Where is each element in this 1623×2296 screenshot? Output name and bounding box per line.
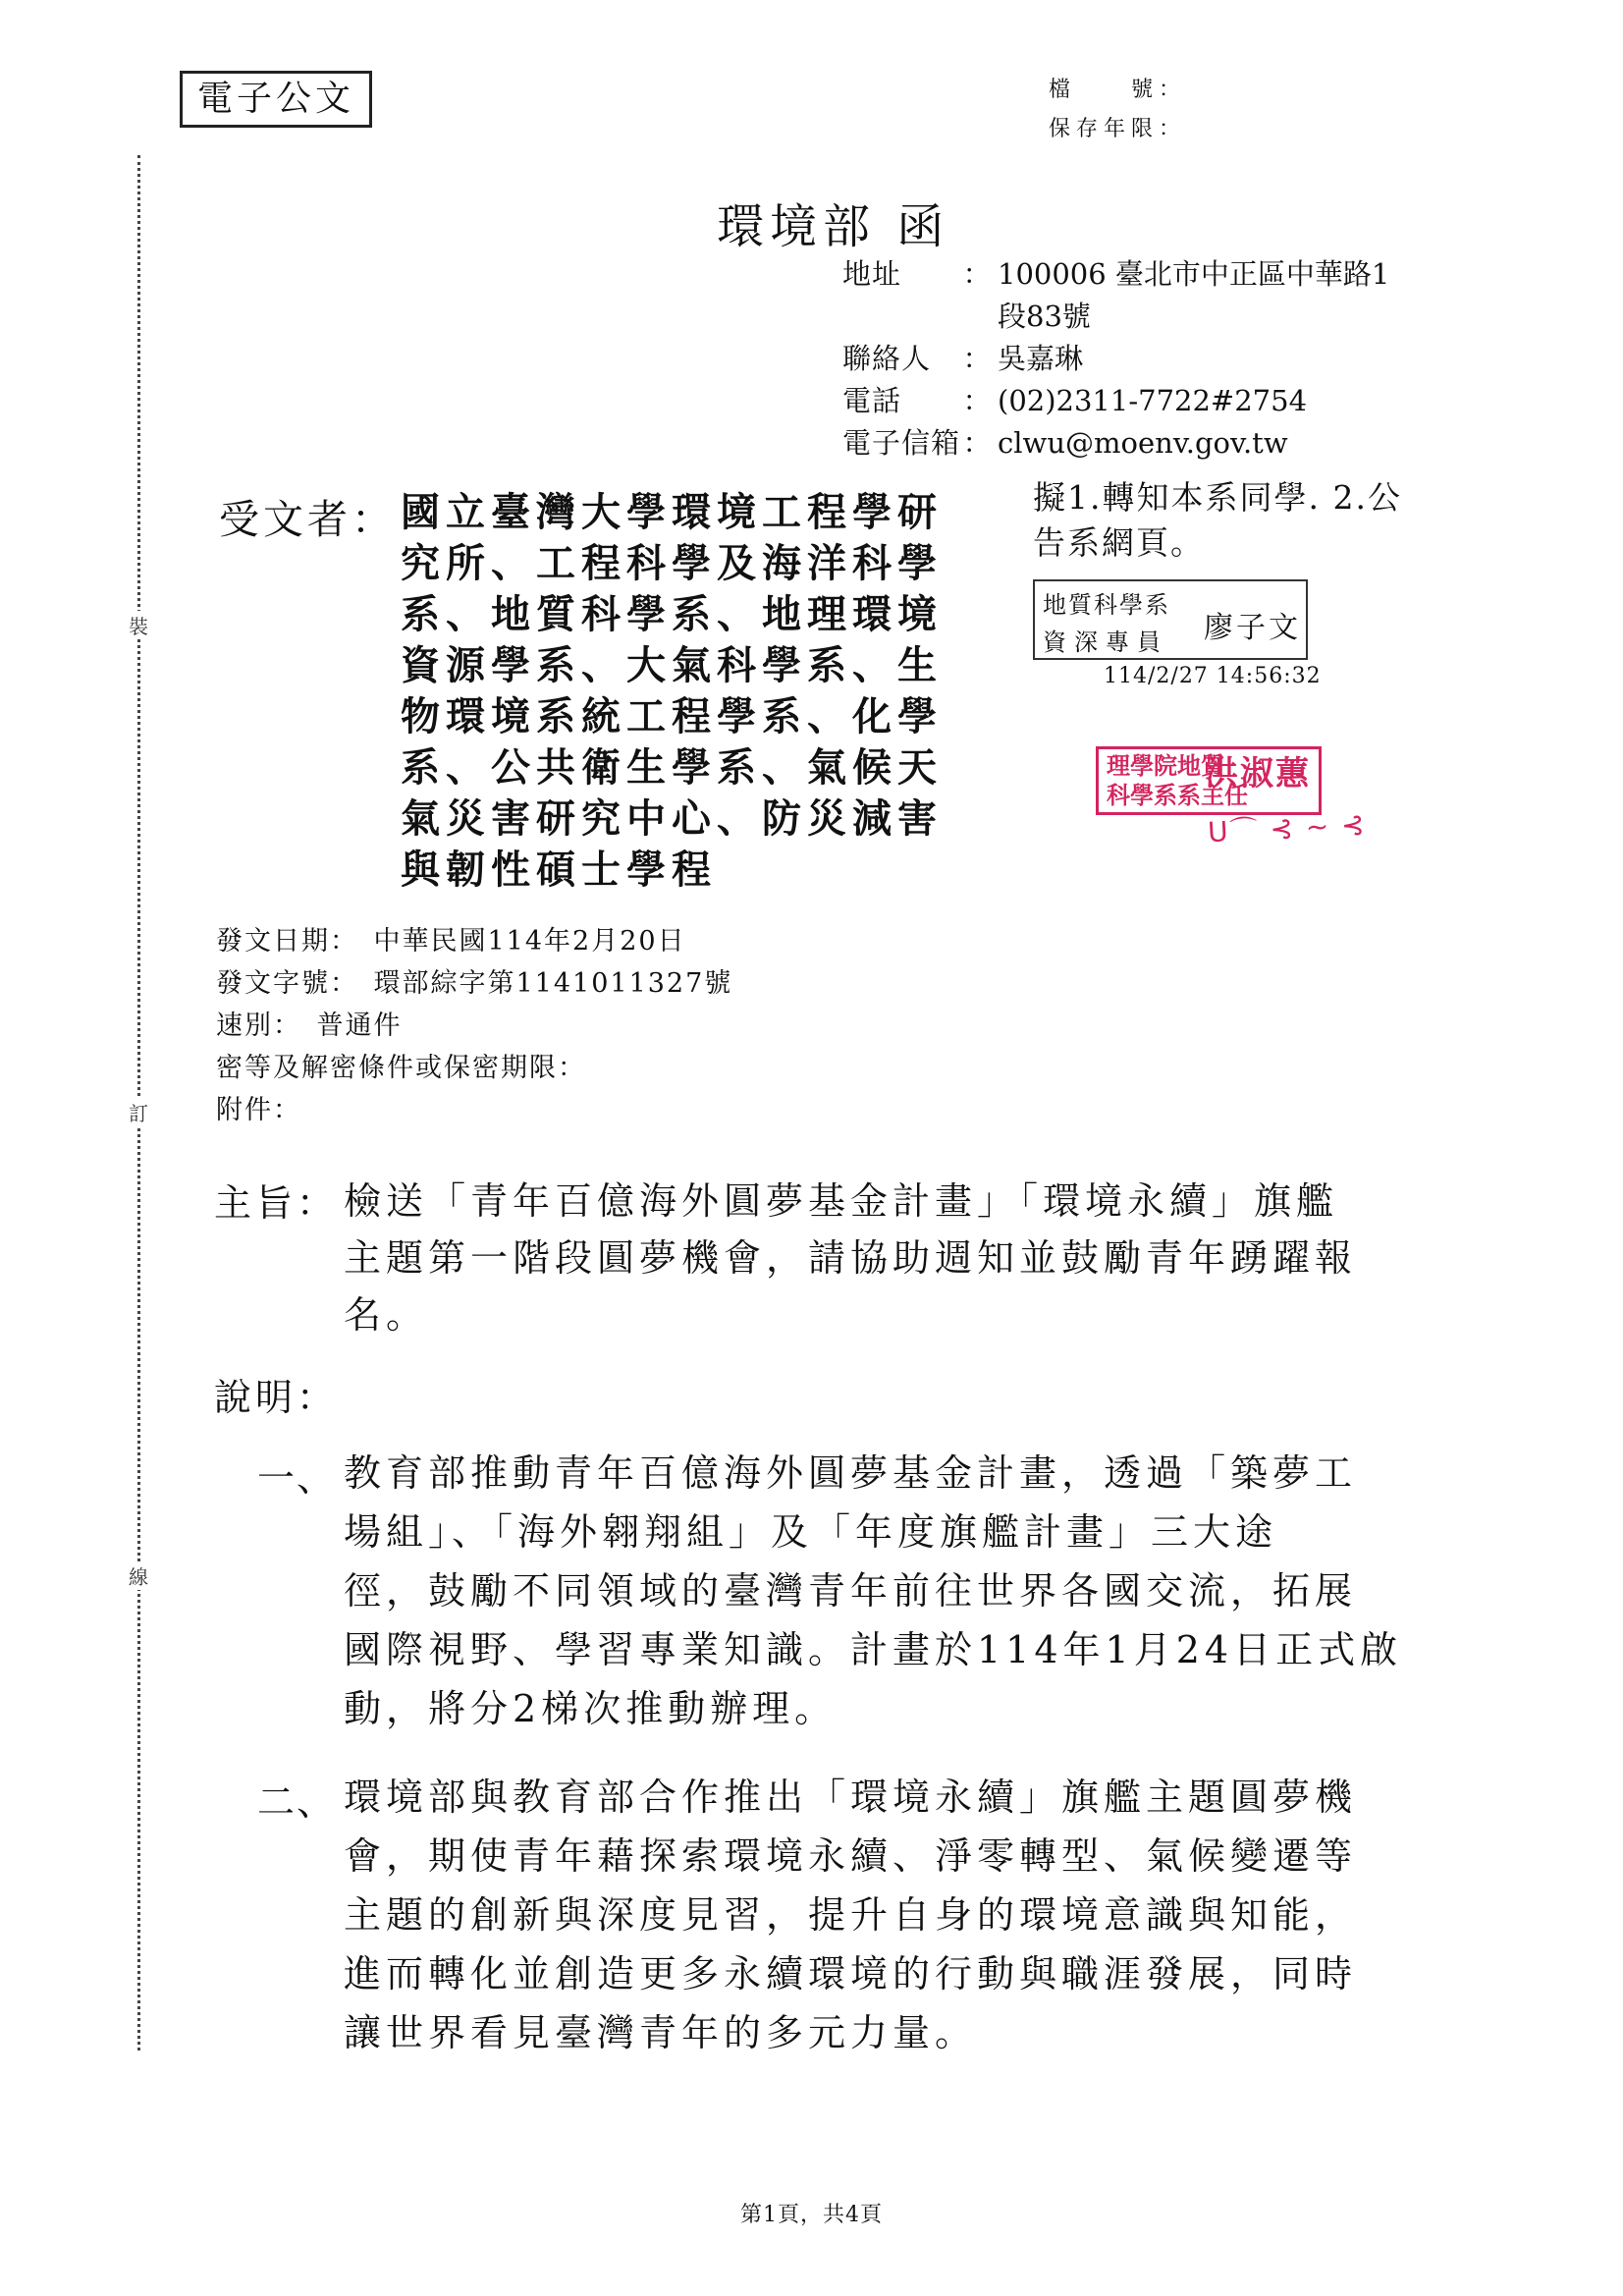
handling-note <box>1033 475 1465 566</box>
address-label: 地址 <box>842 257 902 291</box>
subject-label: 主旨： <box>214 1181 339 1225</box>
stamp-department: 地質科學系 <box>1043 591 1170 619</box>
contact-name: 吳嘉琳 <box>998 342 1084 375</box>
recipient-label: 受文者： <box>219 496 396 543</box>
item-line: 會，期使青年藉探索環境永續、淨零轉型、氣候變遷等 <box>344 1834 1358 1878</box>
binding-char-xian: 線 <box>126 1561 151 1590</box>
recipient-line: 與韌性碩士學程 <box>401 847 717 893</box>
stamp-name: 廖子文 <box>1204 611 1301 645</box>
recipient-line: 物環境系統工程學系、化學 <box>401 693 943 739</box>
address-line1: 100006 臺北市中正區中華路1 <box>998 257 1390 291</box>
stamp-timestamp: 114/2/27 14:56:32 <box>1104 664 1322 688</box>
email-row <box>842 422 1389 465</box>
speed-class: 速別： 普通件 <box>216 1011 403 1041</box>
separator: ： <box>962 426 992 460</box>
recipient-line: 系、地質科學系、地理環境 <box>401 591 943 637</box>
issue-date: 發文日期： 中華民國114年2月20日 <box>216 926 686 957</box>
seal-line2: 科學系系主任 <box>1107 781 1248 809</box>
confidentiality: 密等及解密條件或保密期限： <box>216 1053 586 1083</box>
handling-note-line: 告系網頁。 <box>1033 523 1205 562</box>
phone-value: (02)2311-7722#2754 <box>998 384 1308 417</box>
recipient-line: 資源學系、大氣科學系、生 <box>401 642 943 688</box>
phone-label: 電話 <box>842 384 902 417</box>
contact-row <box>842 338 1389 380</box>
explanation-item <box>344 1768 1443 2062</box>
item-number: 二、 <box>257 1780 337 1824</box>
file-meta <box>1049 71 1186 149</box>
recipient-list <box>401 487 950 896</box>
subject-line: 名。 <box>344 1293 429 1337</box>
separator: ： <box>962 384 992 417</box>
stamp-title: 資深專員 <box>1043 629 1168 656</box>
recipient-line: 氣災害研究中心、防災減害 <box>401 795 943 842</box>
subject-line: 檢送「青年百億海外圓夢基金計畫」「環境永續」旗艦 <box>344 1179 1339 1223</box>
item-line: 國際視野、學習專業知識。計畫於114年1月24日正式啟 <box>344 1628 1403 1671</box>
item-line: 動，將分2梯次推動辦理。 <box>344 1687 838 1730</box>
contact-block <box>842 253 1389 465</box>
attachments: 附件： <box>216 1095 301 1125</box>
document-title: 環境部 函 <box>717 199 950 254</box>
item-line: 教育部推動青年百億海外圓夢基金計畫，透過「築夢工 <box>344 1451 1358 1495</box>
item-line: 進而轉化並創造更多永續環境的行動與職涯發展，同時 <box>344 1952 1358 1995</box>
contact-label: 聯絡人 <box>842 342 932 375</box>
item-line: 環境部與教育部合作推出「環境永續」旗艦主題圓夢機 <box>344 1776 1358 1819</box>
separator: ： <box>962 342 992 375</box>
address-line2: 段83號 <box>998 300 1091 333</box>
recipient-line: 系、公共衛生學系、氣候天 <box>401 744 943 791</box>
address-row-2 <box>842 296 1389 338</box>
seal-name: 洪淑蕙 <box>1205 754 1311 793</box>
explanation-item <box>344 1444 1443 1738</box>
issue-number: 發文字號： 環部綜字第1141011327號 <box>216 968 733 999</box>
department-chair-seal <box>1096 746 1322 815</box>
recipient-line: 究所、工程科學及海洋科學 <box>401 540 943 586</box>
address-row <box>842 253 1389 296</box>
subject-text <box>344 1173 1443 1343</box>
item-line: 場組」、「海外翱翔組」及「年度旗艦計畫」三大途 <box>344 1510 1278 1554</box>
separator: ： <box>962 257 992 291</box>
item-line: 讓世界看見臺灣青年的多元力量。 <box>344 2011 978 2054</box>
recipient-line: 國立臺灣大學環境工程學研 <box>401 489 943 535</box>
binding-char-ding: 訂 <box>126 1098 151 1126</box>
officer-stamp <box>1033 579 1308 660</box>
handwritten-signature: ᑌ⌒ ⊰ ~ ⊰ <box>1207 807 1368 849</box>
retention-label: 保存年限： <box>1049 117 1187 141</box>
item-line: 徑，鼓勵不同領域的臺灣青年前往世界各國交流，拓展 <box>344 1569 1358 1613</box>
subject-line: 主題第一階段圓夢機會，請協助週知並鼓勵青年踴躍報 <box>344 1236 1358 1280</box>
phone-row <box>842 380 1389 422</box>
item-line: 主題的創新與深度見習，提升自身的環境意識與知能， <box>344 1893 1358 1937</box>
binding-char-zhuang: 裝 <box>126 611 151 639</box>
issue-meta <box>216 920 732 1131</box>
e-document-label: 電子公文 <box>180 71 372 128</box>
email-label: 電子信箱 <box>842 426 961 460</box>
seal-line1: 理學院地質 <box>1107 751 1224 780</box>
item-number: 一、 <box>257 1456 337 1500</box>
email-value[interactable]: clwu@moenv.gov.tw <box>998 426 1288 460</box>
file-number-label: 檔 號： <box>1049 78 1187 102</box>
handling-note-line: 擬1.轉知本系同學. 2.公 <box>1033 478 1402 517</box>
page-number: 第1頁，共4頁 <box>740 2203 883 2227</box>
explanation-label: 說明： <box>214 1376 339 1419</box>
